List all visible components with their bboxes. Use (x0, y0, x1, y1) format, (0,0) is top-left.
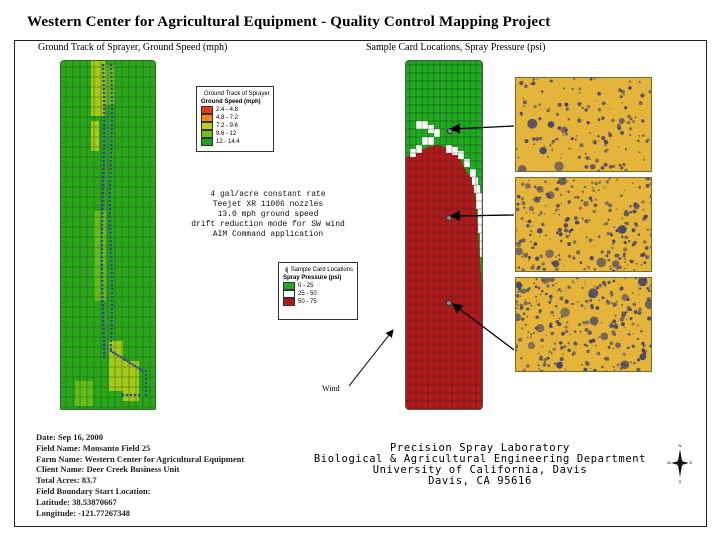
legend-title: Spray Pressure (psi) (283, 275, 342, 281)
spray-sample-card-3 (515, 277, 652, 372)
swatch-icon (283, 282, 295, 290)
svg-text:S: S (678, 479, 682, 484)
sample-card-location-2 (446, 215, 451, 220)
sample-card-location-3 (446, 300, 451, 305)
swatch-icon (201, 106, 213, 114)
lab-address: Precision Spray Laboratory Biological & Agricultural Engineering Department University of California, Davis Davis, CA 95616 (313, 442, 647, 487)
compass-rose-icon (667, 442, 693, 484)
right-map-subtitle: Sample Card Locations, Spray Pressure (psi) (366, 42, 546, 53)
legend-item: 0 - 25 (283, 282, 353, 290)
ground-speed-legend (196, 86, 274, 152)
swatch-icon (283, 298, 295, 306)
legend-item: 4.8 - 7.2 (201, 114, 269, 122)
legend-item: 9.6 - 12 (201, 130, 269, 138)
legend-item-track: Ground Track of Sprayer (204, 91, 270, 97)
legend-title: Ground Speed (mph) (201, 99, 261, 105)
spray-pressure-legend (278, 262, 358, 320)
left-map-subtitle: Ground Track of Sprayer, Ground Speed (mph) (38, 42, 228, 53)
legend-item-sample-card: Sample Card Locations (283, 266, 353, 274)
page-title: Western Center for Agricultural Equipment - Quality Control Mapping Project (27, 14, 551, 30)
swatch-icon (201, 114, 213, 122)
ground-speed-grid (61, 61, 156, 410)
legend-item: 12 - 14.4 (201, 138, 269, 146)
legend-item: 7.2 - 9.6 (201, 122, 269, 130)
legend-item: 50 - 75 (283, 298, 353, 306)
swatch-icon (201, 130, 213, 138)
spray-pressure-grid (406, 61, 483, 410)
application-note: 4 gal/acre constant rate Teejet XR 11006 nozzles 13.0 mph ground speed drift reduction mode for SW wind AIM Command application (191, 190, 345, 239)
swatch-icon (283, 290, 295, 298)
swatch-icon (201, 122, 213, 130)
spray-sample-card-1 (515, 77, 652, 172)
ground-speed-field-map (60, 60, 156, 410)
spray-sample-card-2 (515, 177, 652, 272)
wind-label: Wind (322, 384, 340, 393)
sample-card-location-1 (447, 128, 452, 133)
sample-card-dot-icon (283, 267, 288, 273)
svg-text:W: W (667, 460, 671, 465)
svg-text:E: E (689, 460, 693, 465)
svg-text:N: N (678, 443, 682, 448)
legend-item: 2.4 - 4.8 (201, 106, 269, 114)
swatch-icon (201, 138, 213, 146)
field-info: Date: Sep 16, 2000 Field Name: Monsanto Field 25 Farm Name: Western Center for Agricultural Equipment Client Name: Deer Creek Business Unit Total Acres: 83.7 Field Boundary Start Location: Latitude: 38.53870667 Longitude: -121.77267348 (36, 432, 245, 518)
spray-pressure-field-map (405, 60, 483, 410)
legend-item: 25 - 50 (283, 290, 353, 298)
